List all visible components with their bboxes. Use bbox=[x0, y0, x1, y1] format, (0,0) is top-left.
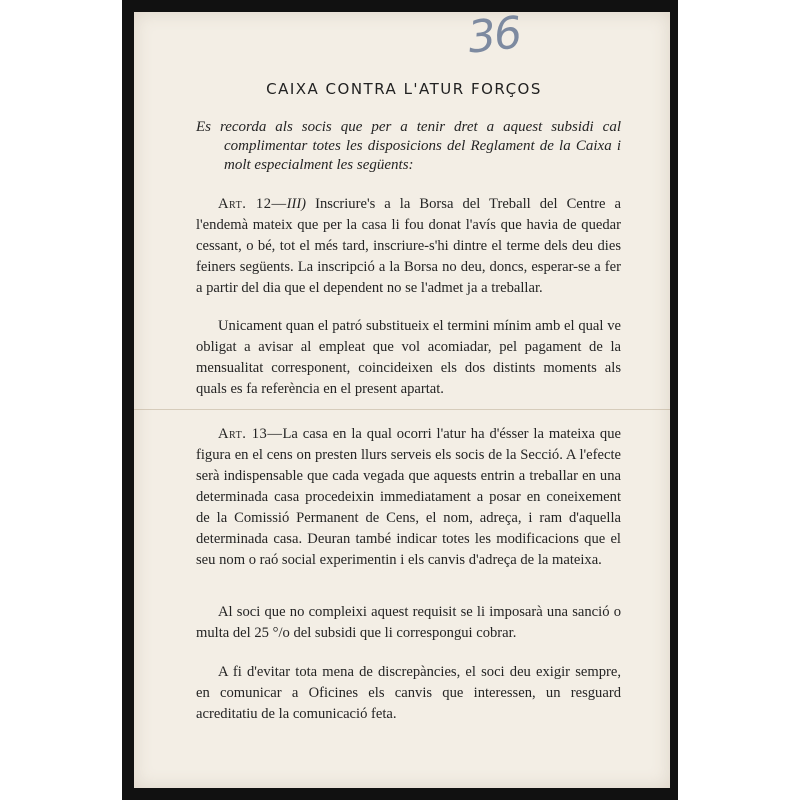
article-12-note bbox=[196, 316, 621, 400]
article-12-text: Inscriure's a la Borsa del Treball del Centre a l'endemà mateix que per la casa li fou donat l'avís que havia de quedar cessant, o bé, tot el més tard, inscriure-s'hi dintre el terme dels deu dies feiners següents. La inscripció a la Borsa no deu, doncs, esperar-se a fer a partir del dia que el dependent no se l'admet ja a treballar. bbox=[196, 196, 621, 296]
intro-paragraph: Es recorda als socis que per a tenir dret a aquest subsidi cal complimentar totes les disposicions del Reglament de la Caixa i molt especialment les següents: bbox=[196, 119, 621, 173]
article-13-text: La casa en la qual ocorri l'atur ha d'ésser la mateixa que figura en el cens on presten llurs serveis els socis de la Secció. A l'efecte serà indispensable que cada vegada que aquests entrin a treballar en una determinada casa procedeixin immediatament a posar en coneixement de la Comissió Permanent de Cens, el nom, adreça, i ram d'aquella determinada casa. Deuran també indicar totes les modificacions que el seu nom o raó social experimentin i els canvis d'adreça de la mateixa. bbox=[196, 426, 621, 568]
article-12-number: III) bbox=[286, 196, 307, 212]
article-12-paragraph bbox=[196, 194, 621, 299]
handwritten-page-number: 36 bbox=[465, 7, 523, 64]
article-13 bbox=[196, 424, 621, 571]
article-12 bbox=[196, 194, 621, 299]
article-12-note-paragraph: Unicament quan el patró substitueix el termini mínim amb el qual ve obligat a avisar al empleat que vol acomiadar, pel pagament de la mensualitat corresponent, coincideixen els dos distints moments als quals es fa referència en el present apartat. bbox=[196, 318, 621, 397]
document-title: CAIXA CONTRA L'ATUR FORÇOS bbox=[266, 80, 542, 98]
fold-crease bbox=[134, 409, 670, 410]
article-13-label: Art. 13— bbox=[218, 426, 283, 442]
receipt-clause bbox=[196, 662, 621, 725]
sanction-paragraph: Al soci que no compleixi aquest requisit se li imposarà una sanció o multa del 25 °/o del subsidi que li correspongui cobrar. bbox=[196, 604, 621, 641]
article-13-paragraph bbox=[196, 424, 621, 571]
article-12-label: Art. 12— bbox=[218, 196, 287, 212]
receipt-paragraph: A fi d'evitar tota mena de discrepàncies, el soci deu exigir sempre, en comunicar a Oficines els canvis que interessen, un resguard acreditatiu de la comunicació feta. bbox=[196, 664, 621, 722]
sanction-clause bbox=[196, 602, 621, 644]
